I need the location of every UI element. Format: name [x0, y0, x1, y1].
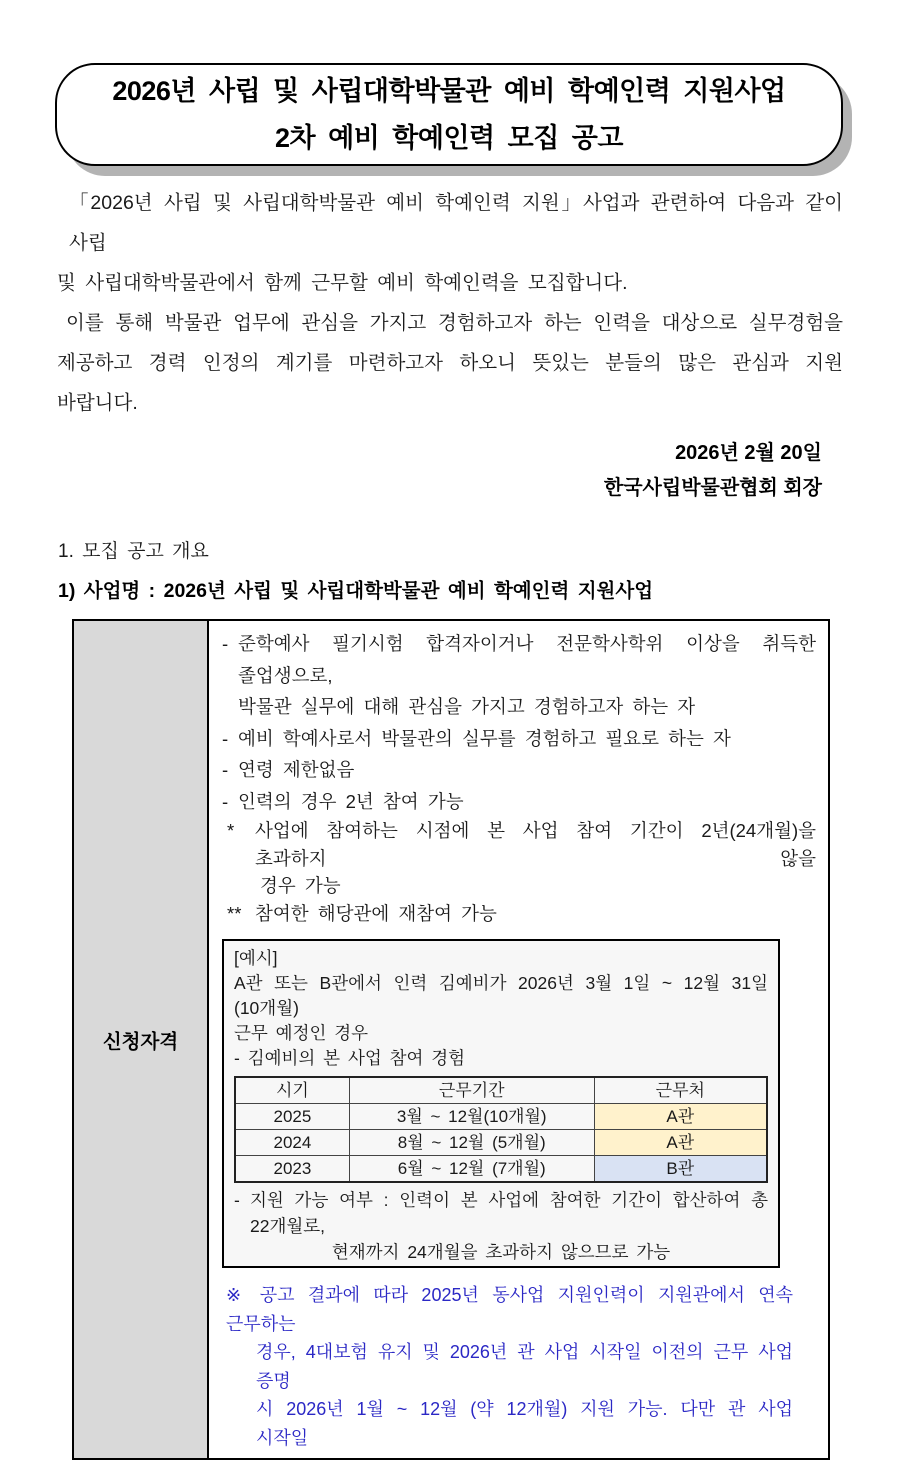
requirement-item	[222, 723, 816, 755]
requirement-subtext: 참여한 해당관에 재참여 가능	[255, 902, 497, 924]
table-row	[235, 1156, 767, 1183]
intro-p1-line2: 및 사립대학박물관에서 함께 근무할 예비 학예인력을 모집합니다.	[57, 272, 628, 294]
requirement-text: 준학예사 필기시험 합격자이거나 전문학사학위 이상을 취득한 졸업생으로,	[238, 633, 816, 686]
announcement-title-box	[55, 63, 843, 166]
bullet-double-asterisk: **	[227, 902, 242, 924]
cell-year: 2025	[235, 1104, 349, 1130]
title-line-2: 2차 예비 학예인력 모집 공고	[275, 122, 623, 153]
eligibility-content-cell	[208, 620, 829, 1459]
signoff-organization: 한국사립박물관협회 회장	[603, 477, 822, 499]
cell-year: 2024	[235, 1130, 349, 1156]
requirement-subtext: 사업에 참여하는 시점에 본 사업 참여 기간이 2년(24개월)을 초과하지 않을	[255, 820, 816, 869]
intro-p2-line1: 이를 통해 박물관 업무에 관심을 가지고 경험하고자 하는 인력을 대상으로 실무경험을	[66, 312, 843, 334]
requirement-subtext: 경우 가능	[260, 875, 341, 896]
note-line: 경우, 4대보험 유지 및 2026년 관 사업 시작일 이전의 근무 사업 증명	[256, 1342, 793, 1391]
requirement-subitem	[222, 900, 816, 928]
note-block	[226, 1281, 793, 1452]
conclusion-text: 지원 가능 여부 : 인력이 본 사업에 참여한 기간이 합산하여 총 22개월로,	[250, 1190, 768, 1236]
title-line-1: 2026년 사립 및 사립대학박물관 예비 학예인력 지원사업	[112, 75, 786, 106]
example-conclusion	[234, 1187, 768, 1239]
section-heading: 1. 모집 공고 개요	[58, 541, 209, 562]
requirement-text: 예비 학예사로서 박물관의 실무를 경험하고 필요로 하는 자	[238, 727, 731, 749]
intro-p1-line1: 「2026년 사립 및 사립대학박물관 예비 학예인력 지원」사업과 관련하여 다음과 같이 사립	[69, 192, 843, 254]
table-header-row	[235, 1077, 767, 1104]
bullet-asterisk: *	[227, 820, 235, 841]
requirement-text: 인력의 경우 2년 참여 가능	[238, 790, 464, 812]
signoff-block	[0, 436, 822, 506]
requirement-item	[222, 628, 816, 691]
cell-place: A관	[594, 1130, 767, 1156]
header-duration: 근무기간	[349, 1077, 594, 1104]
conclusion-text-2: 현재까지 24개월을 초과하지 않으므로 가능	[331, 1242, 671, 1262]
note-line: ※ 공고 결과에 따라 2025년 동사업 지원인력이 지원관에서 연속 근무하는	[226, 1285, 793, 1334]
work-history-table	[234, 1076, 768, 1183]
requirement-text: 박물관 실무에 대해 관심을 가지고 경험하고자 하는 자	[238, 696, 696, 717]
requirement-item	[222, 786, 816, 818]
cell-place: A관	[594, 1104, 767, 1130]
table-row	[235, 1104, 767, 1130]
bullet-dash: -	[222, 759, 229, 780]
signoff-date: 2026년 2월 20일	[675, 442, 822, 464]
section-subheading: 1) 사업명 : 2026년 사립 및 사립대학박물관 예비 학예인력 지원사업	[58, 580, 654, 602]
requirement-item	[222, 754, 816, 786]
bullet-dash: -	[222, 790, 229, 812]
bullet-dash: -	[234, 1190, 240, 1210]
cell-year: 2023	[235, 1156, 349, 1183]
intro-p2-line2: 제공하고 경력 인정의 계기를 마련하고자 하오니 뜻있는 분들의 많은 관심과 지원 바랍니다.	[57, 352, 843, 414]
note-line: 시 2026년 1월 ~ 12월 (약 12개월) 지원 가능. 다만 관 사업 시작일	[256, 1399, 793, 1448]
example-line: 근무 예정인 경우	[234, 1023, 369, 1043]
cell-period: 8월 ~ 12월 (5개월)	[349, 1130, 594, 1156]
intro-paragraphs	[57, 183, 843, 423]
document-page	[0, 63, 900, 1448]
cell-period: 6월 ~ 12월 (7개월)	[349, 1156, 594, 1183]
cell-place: B관	[594, 1156, 767, 1183]
requirement-text: 연령 제한없음	[238, 759, 355, 780]
bullet-dash: -	[222, 633, 229, 654]
requirement-item	[222, 691, 816, 723]
example-label: [예시]	[234, 948, 278, 968]
cell-period: 3월 ~ 12월(10개월)	[349, 1104, 594, 1130]
table-row	[235, 1130, 767, 1156]
header-period: 시기	[235, 1077, 349, 1104]
eligibility-table	[72, 619, 830, 1460]
requirement-subitem	[222, 872, 816, 900]
example-line: - 김예비의 본 사업 참여 경험	[234, 1048, 466, 1068]
requirement-subitem	[222, 817, 816, 872]
eligibility-row-label: 신청자격	[73, 620, 208, 1459]
header-workplace: 근무처	[594, 1077, 767, 1104]
table-row	[73, 620, 829, 1459]
example-line: A관 또는 B관에서 인력 김예비가 2026년 3월 1일 ~ 12월 31일(10개월)	[234, 973, 768, 1018]
example-box	[222, 939, 780, 1268]
bullet-dash: -	[222, 727, 229, 749]
